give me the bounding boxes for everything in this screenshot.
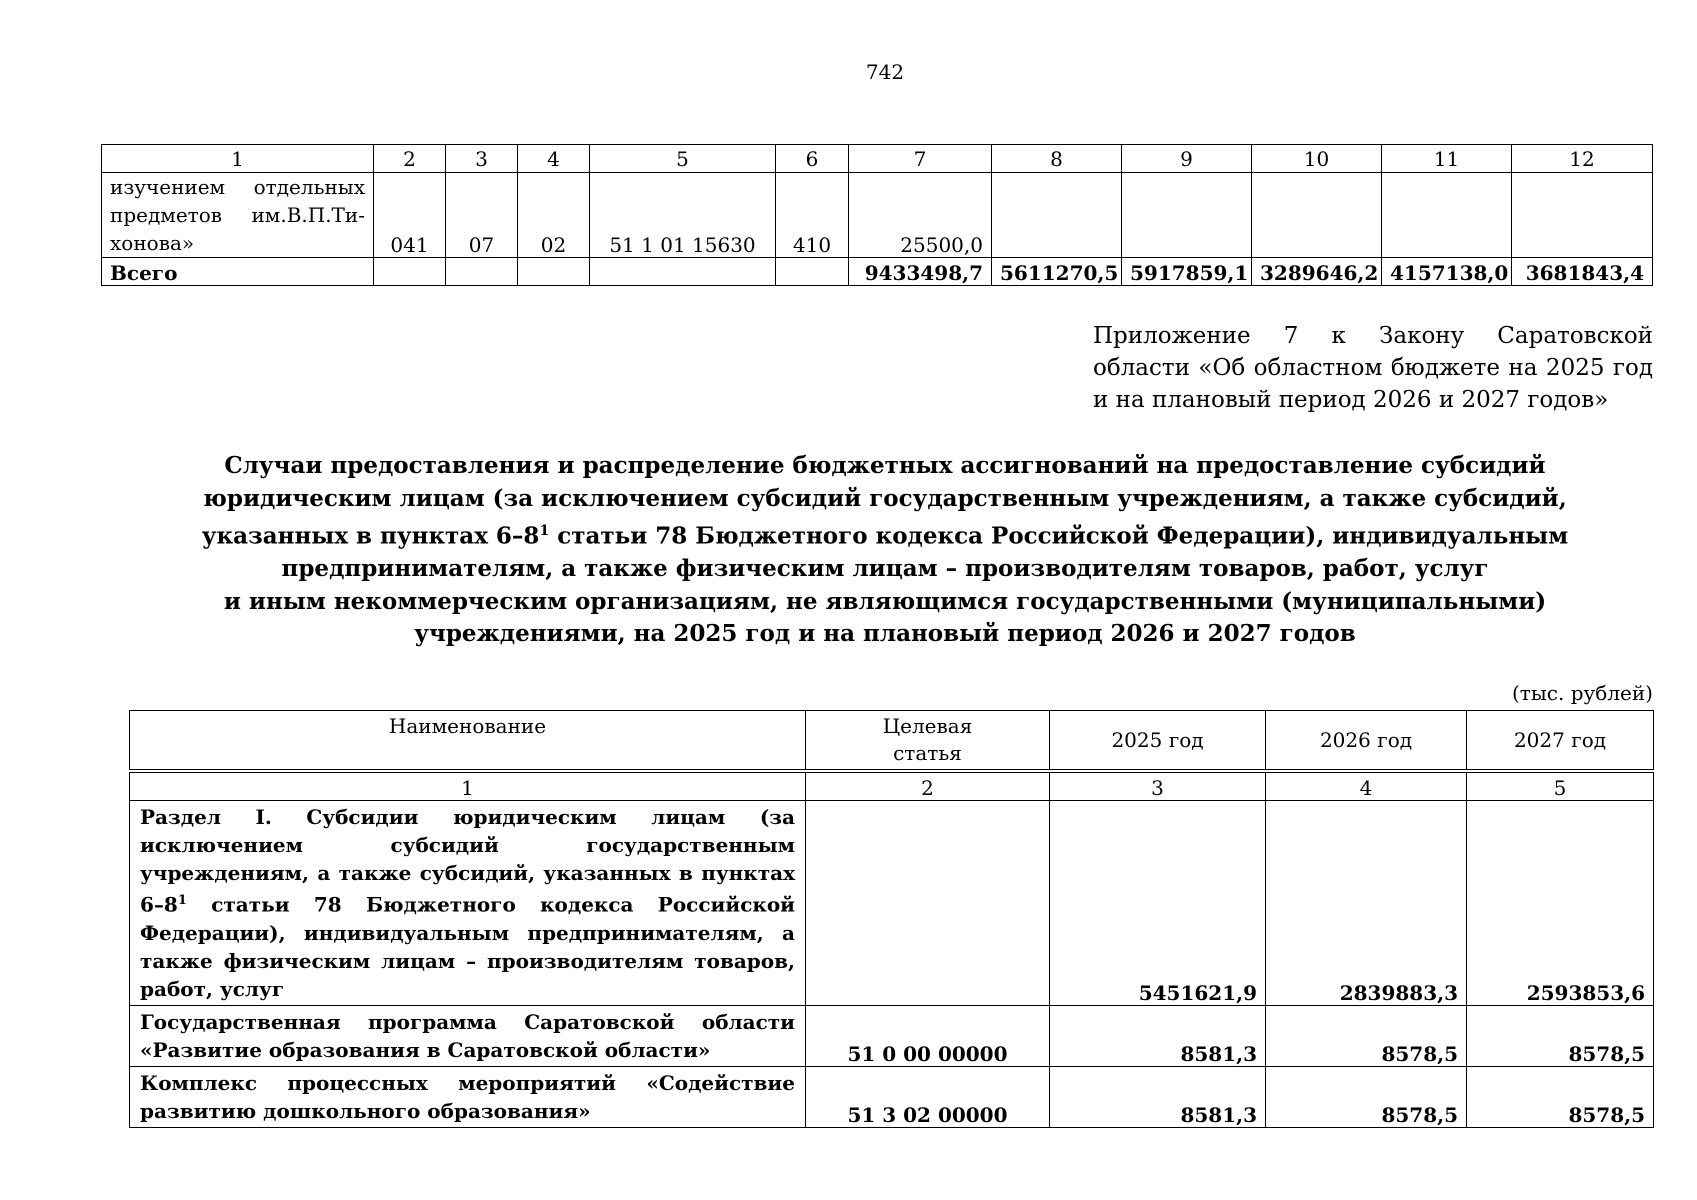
header-2025: 2025 год — [1050, 711, 1266, 772]
table-row — [130, 1066, 1654, 1127]
continuation-table — [101, 144, 1653, 286]
cell-c5: 51 1 01 15630 — [590, 173, 776, 258]
header-2026: 2026 год — [1266, 711, 1467, 772]
column-number: 9 — [1122, 145, 1252, 173]
column-number: 5 — [1467, 771, 1654, 801]
row-name: Государственная программа Саратовской области «Развитие образования в Саратовской области» — [130, 1005, 806, 1066]
row-target-article: 51 0 00 00000 — [806, 1005, 1050, 1066]
units-label: (тыс. рублей) — [1512, 681, 1653, 705]
title-superscript: 1 — [539, 523, 550, 539]
total-row — [102, 258, 1653, 286]
column-number: 11 — [1382, 145, 1512, 173]
row-2026: 2839883,3 — [1266, 801, 1467, 1006]
column-number: 5 — [590, 145, 776, 173]
row-2026: 8578,5 — [1266, 1066, 1467, 1127]
header-line: Целевая — [882, 714, 973, 738]
header-2027: 2027 год — [1467, 711, 1654, 772]
subsidies-table — [129, 710, 1654, 1128]
name-superscript: 1 — [177, 893, 187, 908]
row-2025: 8581,3 — [1050, 1005, 1266, 1066]
cell-c4: 02 — [518, 173, 590, 258]
table-row — [102, 173, 1653, 258]
cell-c11 — [1382, 173, 1512, 258]
title-line: предпринимателям, а также физическим лицам – производителям товаров, работ, услуг — [281, 555, 1489, 583]
row-target-article: 51 3 02 00000 — [806, 1066, 1050, 1127]
empty-cell — [590, 258, 776, 286]
cell-c6: 410 — [776, 173, 849, 258]
column-number: 3 — [446, 145, 518, 173]
title-line: Случаи предоставления и распределение бюджетных ассигнований на предоставление субсидий — [224, 452, 1546, 479]
page-number: 742 — [865, 60, 905, 84]
row-name: Комплекс процессных мероприятий «Содействие развитию дошкольного образования» — [130, 1066, 806, 1127]
cell-c3: 07 — [446, 173, 518, 258]
cell-c7: 25500,0 — [849, 173, 992, 258]
row-target-article — [806, 801, 1050, 1006]
total-c10: 3289646,2 — [1252, 258, 1382, 286]
row-2025: 5451621,9 — [1050, 801, 1266, 1006]
empty-cell — [374, 258, 446, 286]
column-number: 8 — [992, 145, 1122, 173]
column-number: 6 — [776, 145, 849, 173]
row-2027: 8578,5 — [1467, 1066, 1654, 1127]
cell-c9 — [1122, 173, 1252, 258]
column-number: 3 — [1050, 771, 1266, 801]
header-target-article — [806, 711, 1050, 772]
title-line: учреждениями, на 2025 год и на плановый период 2026 и 2027 годов — [414, 620, 1356, 648]
appendix-note: Приложение 7 к Закону Саратовской области «Об областном бюджете на 2025 год и на плановый период 2026 и 2027 годов» — [1093, 323, 1653, 413]
column-number: 7 — [849, 145, 992, 173]
name-fragment: Раздел I. Субсидии юридическим лицам (за исключением субсидий государственным учреждениям, а также субсидий, указанных в пунктах 6–8 — [140, 805, 795, 917]
column-number: 2 — [374, 145, 446, 173]
title-line — [200, 515, 1570, 553]
column-number: 4 — [1266, 771, 1467, 801]
cell-c10 — [1252, 173, 1382, 258]
row-2027: 2593853,6 — [1467, 801, 1654, 1006]
title-fragment: указанных в пунктах 6–8 — [201, 522, 540, 550]
table-row — [130, 801, 1654, 1006]
cell-c8 — [992, 173, 1122, 258]
row-2025: 8581,3 — [1050, 1066, 1266, 1127]
table-row — [130, 1005, 1654, 1066]
title-fragment: статьи 78 Бюджетного кодекса Российской Федерации), индивидуальным — [549, 522, 1569, 550]
title-line: юридическим лицам (за исключением субсидий государственным учреждениям, а также субсидий, — [203, 484, 1567, 512]
total-c9: 5917859,1 — [1122, 258, 1252, 286]
cell-c2: 041 — [374, 173, 446, 258]
row-name — [130, 801, 806, 1006]
description-line: хонова» — [110, 231, 195, 255]
header-line: статья — [893, 741, 962, 765]
column-number: 2 — [806, 771, 1050, 801]
column-number-row — [102, 145, 1653, 173]
row-2026: 8578,5 — [1266, 1005, 1467, 1066]
column-number: 4 — [518, 145, 590, 173]
description-line: предметов им.В.П.Ти- — [110, 203, 365, 227]
title-line: и иным некоммерческим организациям, не являющимся государственными (муниципальными) — [223, 587, 1547, 615]
column-number: 10 — [1252, 145, 1382, 173]
document-title — [200, 450, 1570, 651]
empty-cell — [776, 258, 849, 286]
name-fragment: статьи 78 Бюджетного кодекса Российской Федерации), индивидуальным предпринимателям, а также физическим лицам – производителям товаров, работ, услуг — [140, 892, 795, 1001]
column-number: 1 — [102, 145, 374, 173]
total-c12: 3681843,4 — [1512, 258, 1653, 286]
column-number: 12 — [1512, 145, 1653, 173]
total-label: Всего — [102, 258, 374, 286]
cell-c12 — [1512, 173, 1653, 258]
description-line: изучением отдельных — [110, 175, 365, 199]
header-row — [130, 711, 1654, 772]
row-2027: 8578,5 — [1467, 1005, 1654, 1066]
total-c8: 5611270,5 — [992, 258, 1122, 286]
column-number: 1 — [130, 771, 806, 801]
column-number-row — [130, 771, 1654, 801]
header-name: Наименование — [130, 711, 806, 772]
total-c7: 9433498,7 — [849, 258, 992, 286]
empty-cell — [518, 258, 590, 286]
empty-cell — [446, 258, 518, 286]
row-description — [102, 173, 374, 258]
total-c11: 4157138,0 — [1382, 258, 1512, 286]
